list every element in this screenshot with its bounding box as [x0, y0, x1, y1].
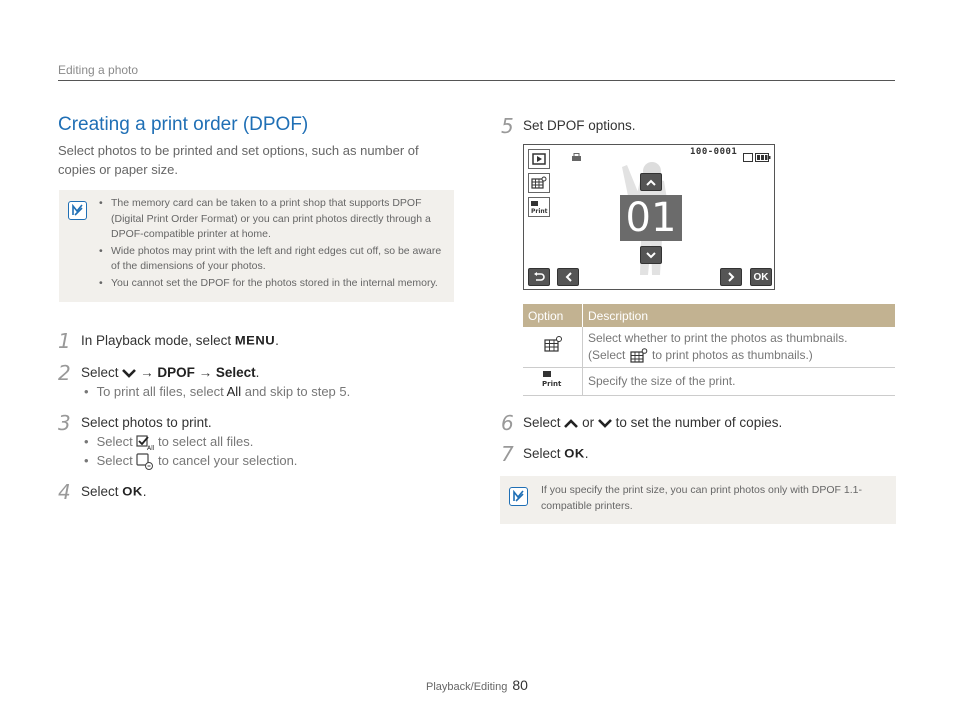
punct: .: [584, 446, 589, 461]
step-text: Select: [523, 446, 561, 461]
cell-text: Select whether to print the photos as thumbnails.: [588, 330, 848, 345]
page-number: 80: [512, 677, 528, 693]
svg-text:All: All: [147, 444, 155, 451]
memory-battery-icon: [743, 149, 771, 167]
dpof-label: DPOF: [157, 365, 195, 380]
all-label: All: [226, 384, 242, 399]
step-number: 3: [58, 411, 71, 435]
note-box: [500, 476, 896, 524]
select-label: Select: [215, 365, 256, 380]
svg-text:Print: Print: [541, 379, 561, 388]
camera-screen: [523, 144, 775, 290]
table-cell: Specify the size of the print.: [583, 367, 896, 395]
step-5: Set DPOF options.: [523, 118, 636, 133]
note-box: [59, 190, 454, 302]
note-item: • You cannot set the DPOF for the photos stored in the internal memory.: [99, 276, 447, 292]
step-text: In Playback mode, select: [81, 333, 232, 348]
step-text: Select: [81, 365, 119, 380]
chevron-down-icon: [598, 419, 612, 428]
options-table: [523, 304, 895, 396]
table-header-row: [523, 304, 895, 327]
step-text: Select: [81, 484, 119, 499]
sub-text: Select: [96, 434, 133, 449]
section-label: Editing a photo: [58, 63, 139, 77]
footer-label: Playback/Editing: [426, 681, 508, 693]
header-rule: [58, 80, 895, 81]
step-3: Select photos to print.: [81, 415, 212, 430]
step-7: [523, 445, 589, 463]
step-1: [81, 332, 279, 350]
dpof-size-icon[interactable]: [528, 197, 550, 217]
note-item: • The memory card can be taken to a print shop that supports DPOF (Digital Print Order Format) or you can print photos directly through a DPOF-compatible printer at home.: [99, 196, 447, 243]
table-cell: [523, 367, 583, 395]
arrow: →: [140, 365, 154, 380]
step-text: or: [582, 415, 595, 430]
print-icon: [571, 149, 582, 167]
next-button[interactable]: [720, 268, 742, 286]
table-cell: [583, 327, 896, 367]
column-header: Option: [523, 304, 583, 327]
sub-text: to select all files.: [157, 434, 254, 449]
cancel-selection-icon: [136, 453, 154, 470]
note-text: If you specify the print size, you can print photos only with DPOF 1.1-compatible printers.: [541, 484, 862, 512]
note-item: • Wide photos may print with the left and right edges cut off, so be aware of the dimensions of your photos.: [99, 244, 447, 275]
note-icon: [68, 201, 87, 220]
table-row: [523, 327, 895, 367]
thumbnail-grid-icon: [543, 335, 563, 353]
chevron-down-icon: [122, 369, 136, 378]
step-number: 1: [58, 329, 71, 353]
footer: [426, 677, 528, 693]
copies-count: 01: [620, 195, 682, 241]
step-number: 7: [501, 442, 514, 466]
sub-text: To print all files, select: [96, 384, 224, 399]
increase-copies-button[interactable]: [640, 173, 662, 191]
page-title: Creating a print order (DPOF): [58, 114, 309, 135]
intro-text: Select photos to be printed and set options, such as number of copies or paper size.: [58, 143, 419, 177]
menu-icon: MENU: [234, 333, 276, 348]
sub-text: Select: [96, 453, 133, 468]
back-button[interactable]: [528, 268, 550, 286]
column-header: Description: [583, 304, 896, 327]
ok-icon: OK: [564, 446, 585, 461]
print-size-icon: [541, 370, 565, 388]
decrease-copies-button[interactable]: [640, 246, 662, 264]
step-number: 4: [58, 480, 71, 504]
dpof-thumbnail-icon[interactable]: [528, 173, 550, 193]
table-row: [523, 367, 895, 395]
cell-text-line2: [588, 347, 890, 364]
step-3-sub-2: • Select to cancel your selection.: [84, 452, 297, 470]
step-3-sub-1: • Select All to select all files.: [84, 434, 254, 451]
ok-button[interactable]: OK: [750, 268, 772, 286]
ok-icon: OK: [122, 484, 143, 499]
playback-mode-icon: [528, 149, 550, 169]
cell-text: (Select: [588, 347, 626, 362]
note-icon: [509, 487, 528, 506]
table-cell: [523, 327, 583, 367]
sub-text: and skip to step 5.: [244, 384, 351, 399]
arrow: →: [198, 365, 213, 380]
note-list: [99, 196, 447, 291]
step-text: to set the number of copies.: [615, 415, 783, 430]
step-number: 2: [58, 361, 71, 385]
punct: .: [275, 333, 279, 348]
step-4: [81, 483, 147, 501]
punct: .: [255, 365, 260, 380]
step-number: 6: [501, 411, 514, 435]
file-counter: 100-0001: [690, 147, 738, 157]
svg-text:Print: Print: [531, 208, 548, 214]
step-6: [523, 414, 782, 432]
step-2: [81, 364, 259, 382]
chevron-up-icon: [564, 419, 578, 428]
previous-button[interactable]: [557, 268, 579, 286]
select-all-icon: [136, 435, 154, 451]
sub-text: to cancel your selection.: [157, 453, 298, 468]
thumbnail-grid-icon: [629, 348, 649, 364]
step-2-sub: • To print all files, select All and skip to step 5.: [84, 384, 351, 399]
step-text: Select: [523, 415, 561, 430]
punct: .: [142, 484, 147, 499]
step-number: 5: [501, 114, 514, 138]
cell-text: to print photos as thumbnails.): [652, 347, 813, 362]
